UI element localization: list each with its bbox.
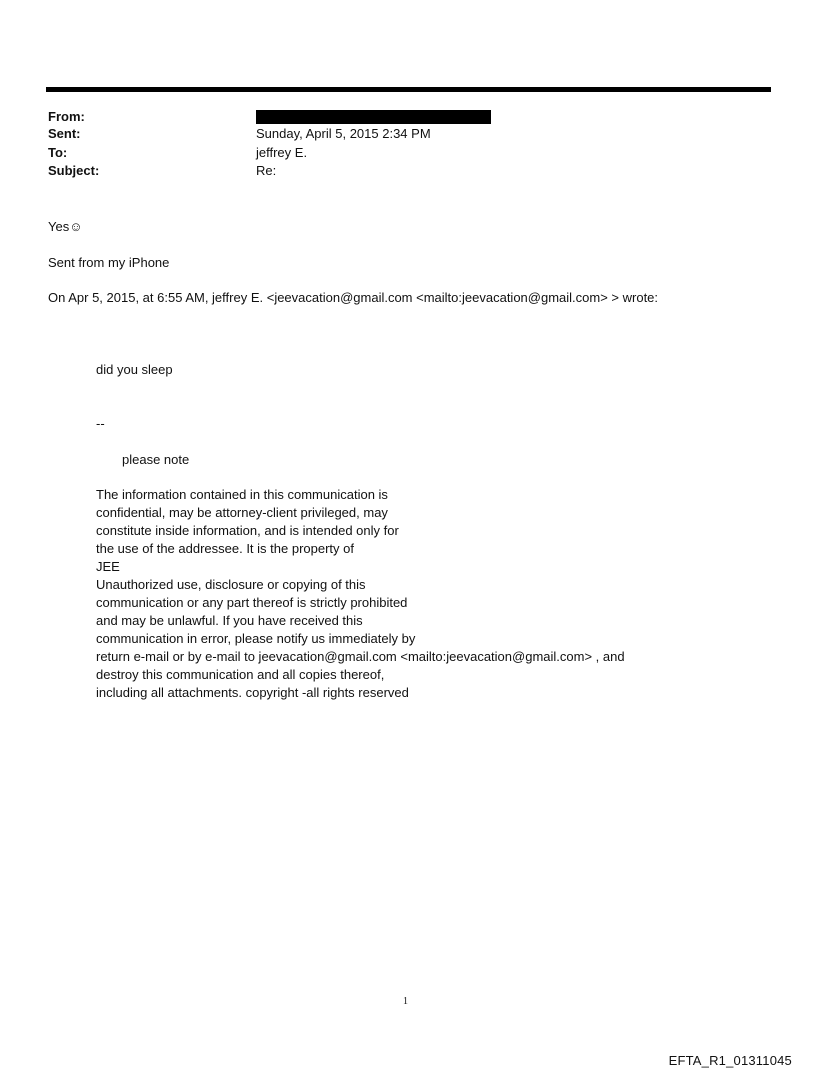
header-rule bbox=[46, 87, 771, 92]
disclaimer-line: Unauthorized use, disclosure or copying of this bbox=[96, 577, 366, 592]
quoted-message: did you sleep bbox=[96, 362, 173, 377]
document-id: EFTA_R1_01311045 bbox=[668, 1053, 792, 1068]
disclaimer-line: confidential, may be attorney-client privileged, may bbox=[96, 505, 388, 520]
signature-text: Sent from my iPhone bbox=[48, 255, 170, 270]
to-value: jeffrey E. bbox=[256, 145, 308, 160]
disclaimer-line: constitute inside information, and is intended only for bbox=[96, 523, 399, 538]
page-number: 1 bbox=[403, 996, 408, 1007]
disclaimer-line: destroy this communication and all copies thereof, bbox=[96, 667, 385, 682]
sent-value: Sunday, April 5, 2015 2:34 PM bbox=[256, 126, 431, 141]
disclaimer-line: communication in error, please notify us immediately by bbox=[96, 631, 416, 646]
disclaimer-line: communication or any part thereof is strictly prohibited bbox=[96, 595, 408, 610]
disclaimer-line: the use of the addressee. It is the property of bbox=[96, 541, 354, 556]
disclaimer-line: The information contained in this communication is bbox=[96, 487, 388, 502]
disclaimer-line: return e-mail or by e-mail to jeevacation@gmail.com <mailto:jeevacation@gmail.com> , and bbox=[96, 649, 625, 664]
subject-label: Subject: bbox=[48, 163, 100, 178]
redacted-sender bbox=[256, 110, 491, 124]
sent-label: Sent: bbox=[48, 126, 81, 141]
reply-text: Yes☺ bbox=[48, 219, 83, 234]
disclaimer-line: and may be unlawful. If you have received this bbox=[96, 613, 363, 628]
signature-separator: -- bbox=[96, 416, 105, 431]
subject-value: Re: bbox=[256, 163, 277, 178]
from-label: From: bbox=[48, 109, 85, 124]
quote-intro: On Apr 5, 2015, at 6:55 AM, jeffrey E. <jeevacation@gmail.com <mailto:jeevacation@gmail.com> > wrote: bbox=[48, 290, 659, 305]
to-label: To: bbox=[48, 145, 68, 160]
disclaimer-line: including all attachments. copyright -all rights reserved bbox=[96, 685, 409, 700]
disclaimer-line: JEE bbox=[96, 559, 120, 574]
note-heading: please note bbox=[122, 452, 190, 467]
disclaimer-block bbox=[96, 486, 625, 702]
